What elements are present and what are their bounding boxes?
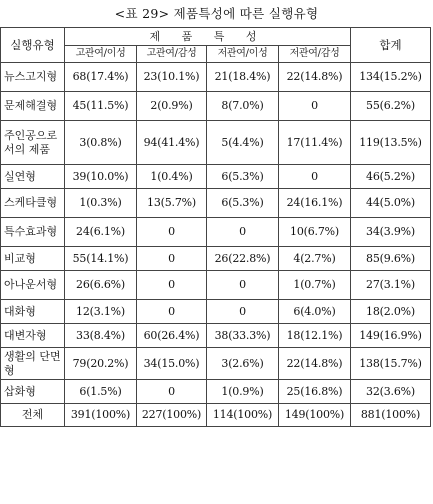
row-label: 생활의 단면형 xyxy=(1,348,65,380)
row-label: 대변자형 xyxy=(1,324,65,348)
row-total: 138(15.7%) xyxy=(351,348,431,380)
table-cell: 17(11.4%) xyxy=(279,121,351,165)
table-cell: 94(41.4%) xyxy=(137,121,207,165)
row-label: 특수효과형 xyxy=(1,218,65,247)
table-cell: 10(6.7%) xyxy=(279,218,351,247)
row-total: 44(5.0%) xyxy=(351,189,431,218)
total-cell: 114(100%) xyxy=(207,404,279,427)
table-cell: 0 xyxy=(207,300,279,324)
row-label: 주인공으로서의 제품 xyxy=(1,121,65,165)
row-total: 46(5.2%) xyxy=(351,165,431,189)
table-row xyxy=(1,63,431,92)
table-cell: 24(16.1%) xyxy=(279,189,351,218)
table-cell: 39(10.0%) xyxy=(65,165,137,189)
table-cell: 25(16.8%) xyxy=(279,380,351,404)
row-total: 34(3.9%) xyxy=(351,218,431,247)
row-label: 삽화형 xyxy=(1,380,65,404)
table-cell: 6(1.5%) xyxy=(65,380,137,404)
header-low-involvement-emotional: 저관여/감성 xyxy=(279,46,351,63)
table-row xyxy=(1,189,431,218)
table-cell: 23(10.1%) xyxy=(137,63,207,92)
table-row xyxy=(1,271,431,300)
table-cell: 0 xyxy=(279,92,351,121)
total-cell: 149(100%) xyxy=(279,404,351,427)
table-row xyxy=(1,380,431,404)
table-cell: 0 xyxy=(137,380,207,404)
table-row xyxy=(1,121,431,165)
table-row xyxy=(1,300,431,324)
table-row xyxy=(1,348,431,380)
total-cell: 391(100%) xyxy=(65,404,137,427)
table-cell: 55(14.1%) xyxy=(65,247,137,271)
table-cell: 1(0.7%) xyxy=(279,271,351,300)
header-total: 합계 xyxy=(351,28,431,63)
table-cell: 60(26.4%) xyxy=(137,324,207,348)
table-cell: 21(18.4%) xyxy=(207,63,279,92)
table-cell: 6(5.3%) xyxy=(207,165,279,189)
table-cell: 34(15.0%) xyxy=(137,348,207,380)
row-total: 119(13.5%) xyxy=(351,121,431,165)
row-total: 134(15.2%) xyxy=(351,63,431,92)
total-row-label: 전체 xyxy=(1,404,65,427)
table-cell: 5(4.4%) xyxy=(207,121,279,165)
table-cell: 1(0.4%) xyxy=(137,165,207,189)
row-label: 문제해결형 xyxy=(1,92,65,121)
table-cell: 0 xyxy=(207,218,279,247)
table-cell: 33(8.4%) xyxy=(65,324,137,348)
table-cell: 0 xyxy=(137,300,207,324)
table-cell: 22(14.8%) xyxy=(279,348,351,380)
table-row xyxy=(1,165,431,189)
table-cell: 38(33.3%) xyxy=(207,324,279,348)
header-high-involvement-emotional: 고관여/감성 xyxy=(137,46,207,63)
header-low-involvement-rational: 저관여/이성 xyxy=(207,46,279,63)
table-cell: 3(2.6%) xyxy=(207,348,279,380)
row-total: 18(2.0%) xyxy=(351,300,431,324)
row-label: 스케타클형 xyxy=(1,189,65,218)
table-cell: 4(2.7%) xyxy=(279,247,351,271)
table-cell: 0 xyxy=(137,247,207,271)
row-total: 55(6.2%) xyxy=(351,92,431,121)
header-high-involvement-rational: 고관여/이성 xyxy=(65,46,137,63)
table-cell: 3(0.8%) xyxy=(65,121,137,165)
table-cell: 12(3.1%) xyxy=(65,300,137,324)
table-row xyxy=(1,218,431,247)
row-label: 아나운서형 xyxy=(1,271,65,300)
table-row xyxy=(1,92,431,121)
row-total: 32(3.6%) xyxy=(351,380,431,404)
row-total: 27(3.1%) xyxy=(351,271,431,300)
total-row xyxy=(1,404,431,427)
table-cell: 0 xyxy=(279,165,351,189)
table-caption: <표 29> 제품특성에 따른 실행유형 xyxy=(114,6,319,21)
table-cell: 22(14.8%) xyxy=(279,63,351,92)
table-cell: 6(5.3%) xyxy=(207,189,279,218)
table-cell: 1(0.9%) xyxy=(207,380,279,404)
header-product-characteristics: 제 품 특 성 xyxy=(65,28,351,46)
table-row xyxy=(1,247,431,271)
row-total: 85(9.6%) xyxy=(351,247,431,271)
row-total: 149(16.9%) xyxy=(351,324,431,348)
table-cell: 6(4.0%) xyxy=(279,300,351,324)
table-cell: 2(0.9%) xyxy=(137,92,207,121)
table-cell: 26(22.8%) xyxy=(207,247,279,271)
row-label: 대화형 xyxy=(1,300,65,324)
grand-total: 881(100%) xyxy=(351,404,431,427)
table-cell: 18(12.1%) xyxy=(279,324,351,348)
table-cell: 24(6.1%) xyxy=(65,218,137,247)
table-cell: 26(6.6%) xyxy=(65,271,137,300)
row-label: 실연형 xyxy=(1,165,65,189)
table-body xyxy=(1,63,431,427)
table-cell: 0 xyxy=(137,218,207,247)
total-cell: 227(100%) xyxy=(137,404,207,427)
table-cell: 13(5.7%) xyxy=(137,189,207,218)
row-label: 비교형 xyxy=(1,247,65,271)
table-cell: 8(7.0%) xyxy=(207,92,279,121)
row-label: 뉴스고지형 xyxy=(1,63,65,92)
table-cell: 0 xyxy=(207,271,279,300)
table-cell: 1(0.3%) xyxy=(65,189,137,218)
table-cell: 68(17.4%) xyxy=(65,63,137,92)
header-execution-type: 실행유형 xyxy=(1,28,65,63)
table-cell: 0 xyxy=(137,271,207,300)
execution-type-table xyxy=(0,27,431,427)
table-row xyxy=(1,324,431,348)
table-cell: 45(11.5%) xyxy=(65,92,137,121)
table-cell: 79(20.2%) xyxy=(65,348,137,380)
